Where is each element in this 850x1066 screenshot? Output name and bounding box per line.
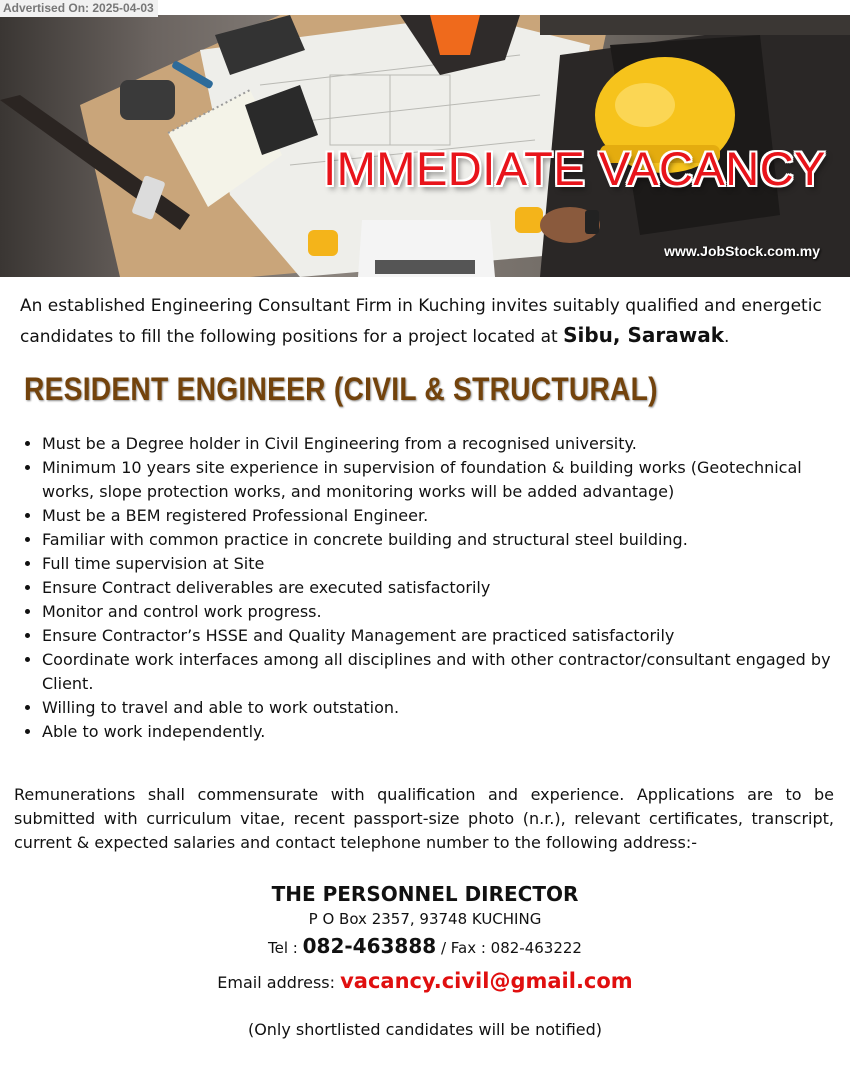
vacancy-headline: IMMEDIATE VACANCY xyxy=(323,142,826,195)
contact-address: P O Box 2357, 93748 KUCHING xyxy=(308,910,542,928)
job-title: RESIDENT ENGINEER (CIVIL & STRUCTURAL) xyxy=(24,371,658,407)
remuneration-paragraph: Remunerations shall commensurate with qualification and experience. Applications are to be submitted with curriculum vitae, recent passport-size photo (n.r.), relevant certificates, transcript, current & expected salaries and contact telephone number to the following address:- xyxy=(14,785,834,852)
list-item: • Minimum 10 years site experience in supervision of foundation & building works (Geotechnical works, slope protection works, and monitoring works will be added advantage) xyxy=(42,456,842,504)
intro-text: An established Engineering Consultant Firm in Kuching invites suitably qualified and energetic candidates to fill the following positions for a project located at xyxy=(20,296,822,347)
contact-phone-line xyxy=(0,930,850,964)
list-item: • Ensure Contractor’s HSSE and Quality Management are practiced satisfactorily xyxy=(42,624,842,648)
website-watermark: www.JobStock.com.my xyxy=(664,243,820,259)
intro-paragraph xyxy=(20,292,835,352)
email-address-link[interactable]: vacancy.civil@gmail.com xyxy=(340,969,633,993)
requirements-list xyxy=(20,432,842,744)
list-item: • Familiar with common practice in concrete building and structural steel building. xyxy=(42,528,842,552)
fax-label: / Fax : xyxy=(436,939,491,957)
hero-banner xyxy=(0,15,850,277)
list-item: • Monitor and control work progress. xyxy=(42,600,842,624)
fax-number: 082-463222 xyxy=(490,939,582,957)
list-item: • Coordinate work interfaces among all disciplines and with other contractor/consultant engaged by Client. xyxy=(42,648,842,696)
contact-block xyxy=(0,880,850,1041)
advertised-date-label: Advertised On: 2025-04-03 xyxy=(0,0,158,17)
list-item: • Must be a BEM registered Professional Engineer. xyxy=(42,504,842,528)
tel-number[interactable]: 082-463888 xyxy=(302,934,437,958)
shortlist-note: (Only shortlisted candidates will be notified) xyxy=(247,1020,603,1039)
list-item: • Able to work independently. xyxy=(42,720,842,744)
project-location: Sibu, Sarawak xyxy=(563,323,725,347)
contact-name: THE PERSONNEL DIRECTOR xyxy=(271,882,579,906)
tel-label: Tel : xyxy=(268,939,303,957)
list-item: • Willing to travel and able to work outstation. xyxy=(42,696,842,720)
contact-email-line xyxy=(0,966,850,998)
intro-end: . xyxy=(724,327,730,347)
email-label: Email address: xyxy=(217,973,341,992)
list-item: • Must be a Degree holder in Civil Engineering from a recognised university. xyxy=(42,432,842,456)
list-item: • Ensure Contract deliverables are executed satisfactorily xyxy=(42,576,842,600)
list-item: • Full time supervision at Site xyxy=(42,552,842,576)
